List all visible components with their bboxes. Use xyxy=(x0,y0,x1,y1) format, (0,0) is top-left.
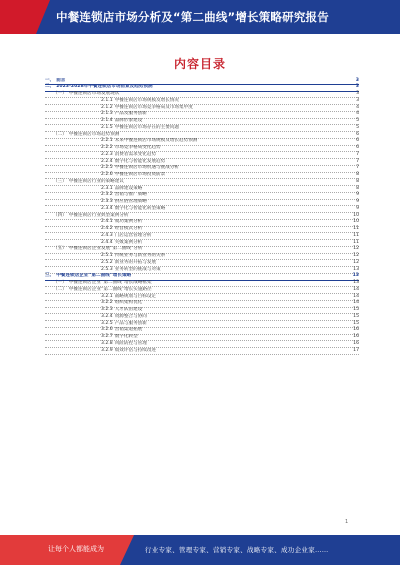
toc-entry-page: 5 xyxy=(356,124,359,130)
toc-heading: 内容目录 xyxy=(173,57,226,71)
toc-entry-number: （四） xyxy=(53,212,67,218)
toc-entry-title: 2023-2028年中餐连锁店市场前景及趋势预测 xyxy=(56,84,153,90)
toc-entry-title: 传统业务与新业务的关系 xyxy=(114,253,166,258)
toc-entry-page: 16 xyxy=(353,340,359,346)
toc-entry-title: 中餐连锁店市场投资前景 xyxy=(114,172,166,177)
toc-entry-title: 中餐连锁店企业“第二曲线”增长实施路径 xyxy=(68,286,152,292)
toc-entry-page: 6 xyxy=(356,145,359,150)
toc-entry-title: 消费者需求变化趋势 xyxy=(114,151,157,157)
toc-entry-page: 12 xyxy=(353,253,359,258)
toc-entry-page: 8 xyxy=(356,172,359,177)
toc-entry-page: 16 xyxy=(353,334,359,339)
toc-entry-title: 前言 xyxy=(56,77,66,83)
toc-entry-title: 资源整合与协同 xyxy=(114,313,147,319)
toc-entry-page: 9 xyxy=(356,192,359,198)
toc-entry-page: 7 xyxy=(356,151,359,157)
toc-entry-number: 2.1.3 xyxy=(101,111,113,117)
toc-entry-number: 2.1.5 xyxy=(101,124,113,130)
toc-entry-page: 4 xyxy=(356,111,359,117)
toc-entry-number: 2.3.2 xyxy=(101,192,113,198)
toc-entry-title: 数字化与智能化转型策略 xyxy=(114,205,166,211)
toc-entry-number: 2.1.1 xyxy=(101,97,113,103)
toc-entry-number: 2.5.1 xyxy=(101,253,113,258)
toc-entry-title: 产品及服务创新 xyxy=(114,111,147,117)
toc-entry-title: 中餐连锁店市场竞争格局及市场集中度 xyxy=(114,104,193,110)
toc-entry-number: （一） xyxy=(53,280,67,285)
toc-entry-number: 2.1.4 xyxy=(101,118,113,123)
toc-entry-title: 中餐连锁店市场机遇与挑战分析 xyxy=(114,165,180,171)
toc-entry-page: 15 xyxy=(353,313,359,319)
toc-entry-number: 2.2.4 xyxy=(101,158,113,164)
report-header xyxy=(0,0,400,34)
toc-entry-number: 3.2.5 xyxy=(101,320,113,326)
toc-entry-page: 12 xyxy=(353,259,359,265)
toc-entry-number: 3.2.7 xyxy=(101,334,113,339)
toc-entry-title: 营销渠道拓展 xyxy=(114,327,143,333)
toc-entry-title: 产品与服务创新 xyxy=(114,320,147,326)
toc-entry-title: 数字化转型 xyxy=(114,334,138,339)
toc-entry-number: 二、 xyxy=(45,84,55,90)
toc-entry-page: 6 xyxy=(356,131,359,137)
toc-entry-page: 9 xyxy=(356,205,359,211)
toc-entry-number: （二） xyxy=(53,131,67,137)
toc-entry-page: 3 xyxy=(356,91,359,96)
toc-entry-number: （三） xyxy=(53,178,67,184)
toc-entry-title: 数字化与智能化发展趋势 xyxy=(114,158,166,164)
toc-entry-page: 5 xyxy=(356,118,359,123)
toc-entry-page: 3 xyxy=(355,84,359,90)
toc-entry-title: 中餐连锁店企业发展“第二曲线”分析 xyxy=(68,246,143,252)
toc-entry-number: 2.4.2 xyxy=(101,226,113,231)
toc-entry-title: 未来中餐连锁店市场规模及增长趋势预测 xyxy=(114,138,198,144)
report-footer xyxy=(0,535,400,565)
toc-entry-page: 12 xyxy=(353,246,359,252)
toc-entry-number: 2.2.6 xyxy=(101,172,113,177)
page-number: 1 xyxy=(345,519,349,525)
toc-entry-title: 中餐连锁店行业典型案例分析 xyxy=(68,212,129,218)
toc-entry-title: 供应链管理策略 xyxy=(114,199,147,204)
toc-entry-number: 3.2.3 xyxy=(101,307,113,312)
toc-entry-title: 组织架构优化 xyxy=(114,300,143,306)
toc-entry-page: 8 xyxy=(356,178,359,184)
toc-entry-page: 4 xyxy=(356,104,359,110)
toc-entry-title: 经营模式分析 xyxy=(114,226,143,231)
toc-entry-title: 中餐连锁店市场规模及增长情况 xyxy=(114,97,180,103)
toc-entry-number: 3.2.2 xyxy=(101,300,113,306)
toc-entry-number: 3.2.1 xyxy=(101,293,113,299)
toc-entry-page: 11 xyxy=(353,232,359,238)
toc-entry-number: 3.2.6 xyxy=(101,327,113,333)
toc-entry-page: 7 xyxy=(356,165,359,171)
header-accent-stripe xyxy=(36,0,50,34)
toc-entry-title: 中餐连锁店市场存在的主要问题 xyxy=(114,124,180,130)
toc-entry-number: 2.5.3 xyxy=(101,266,113,272)
toc-entry-page: 17 xyxy=(353,347,359,353)
toc-entry-page: 13 xyxy=(353,280,359,285)
toc-entry-number: 2.2.3 xyxy=(101,151,113,157)
toc-entry-number: 2.2.1 xyxy=(101,138,113,144)
toc-entry-number: 2.3.1 xyxy=(101,185,113,191)
toc-entry-title: 中餐连锁店市场发展现状 xyxy=(68,91,120,96)
toc-entry-number: 3.2.8 xyxy=(101,340,113,346)
toc-entry-number: （一） xyxy=(53,91,67,96)
toc-entry-number: （五） xyxy=(53,246,67,252)
toc-entry-title: 中餐连锁店企业“第二曲线”增长策略 xyxy=(56,273,132,279)
toc-entry-number: （二） xyxy=(53,286,67,292)
toc-entry-page: 13 xyxy=(352,273,359,279)
toc-entry-title: 成功案例分析 xyxy=(114,219,143,225)
toc-entry-page: 15 xyxy=(353,307,359,312)
footer-tagline: 行业专家、管理专家、营销专家、战略专家、成功企业家…… xyxy=(145,546,329,554)
toc-entry-title: 中餐连锁店行业的策略建议 xyxy=(68,178,124,184)
toc-entry-title: 失败案例分析 xyxy=(114,239,143,245)
toc-entry-title: 业务转型的挑战与对策 xyxy=(114,266,161,272)
toc-entry-page: 7 xyxy=(356,158,359,164)
toc-entry-number: 3.2.4 xyxy=(101,313,113,319)
toc-entry-number: 一、 xyxy=(45,77,55,83)
toc-entry-page: 3 xyxy=(356,97,359,103)
toc-entry-page: 16 xyxy=(353,327,359,333)
toc-entry-page: 14 xyxy=(353,286,359,292)
toc-entry-number: 3.2.9 xyxy=(101,347,113,353)
toc-entry-page: 3 xyxy=(355,77,359,83)
toc-entry-page: 8 xyxy=(356,185,359,191)
footer-accent-stripe xyxy=(120,535,134,565)
toc-entry-title: 营销与推广策略 xyxy=(114,192,147,198)
toc-entry-number: 2.3.4 xyxy=(101,205,113,211)
toc-entry-title: 风险防控与管理 xyxy=(114,340,147,346)
toc-entry-number: 2.3.3 xyxy=(101,199,113,204)
toc-entry-page: 10 xyxy=(353,212,359,218)
toc-entry-number: 2.4.1 xyxy=(101,219,113,225)
toc-entry-page: 9 xyxy=(356,199,359,204)
toc-entry-page: 14 xyxy=(353,300,359,306)
report-title: 中餐连锁店市场分析及“第二曲线”增长策略研究报告 xyxy=(56,10,329,24)
toc-entry-page: 11 xyxy=(353,226,359,231)
toc-entry-title: 品牌建设策略 xyxy=(114,185,143,191)
toc-entry-title: 战略规划与目标设定 xyxy=(114,293,157,299)
toc-entry-page: 11 xyxy=(353,239,359,245)
toc-entry-page: 14 xyxy=(353,293,359,299)
toc-entry-number: 2.4.3 xyxy=(101,232,113,238)
toc-entry-page: 6 xyxy=(356,138,359,144)
toc-entry-title: 门店运营管理分析 xyxy=(114,232,152,238)
toc-entry-number: 三、 xyxy=(45,273,55,279)
footer-slogan: 让每个人都能成为 xyxy=(48,545,104,553)
toc-entry-title: 品牌形象建设 xyxy=(114,118,143,123)
table-of-contents xyxy=(45,78,359,355)
toc-entry[interactable] xyxy=(45,348,359,355)
toc-entry-number: 2.4.4 xyxy=(101,239,113,245)
toc-entry-number: 2.2.5 xyxy=(101,165,113,171)
toc-entry-page: 10 xyxy=(353,219,359,225)
toc-entry-page: 15 xyxy=(353,320,359,326)
header-accent-block xyxy=(0,0,36,34)
toc-entry-title: 新业务的开拓与发展 xyxy=(114,259,157,265)
toc-entry-title: 人才队伍建设 xyxy=(114,307,143,312)
toc-entry-title: 市场竞争格局变化趋势 xyxy=(114,145,161,150)
toc-entry-number: 2.1.2 xyxy=(101,104,113,110)
toc-entry-number: 2.2.2 xyxy=(101,145,113,150)
toc-entry-title: 绩效评估与持续改进 xyxy=(114,347,157,353)
toc-entry-page: 13 xyxy=(353,266,359,272)
toc-entry-number: 2.5.2 xyxy=(101,259,113,265)
toc-entry-title: 中餐连锁店企业“第二曲线”增长战略框架 xyxy=(68,280,152,285)
toc-entry-title: 中餐连锁店市场趋势预测 xyxy=(68,131,120,137)
